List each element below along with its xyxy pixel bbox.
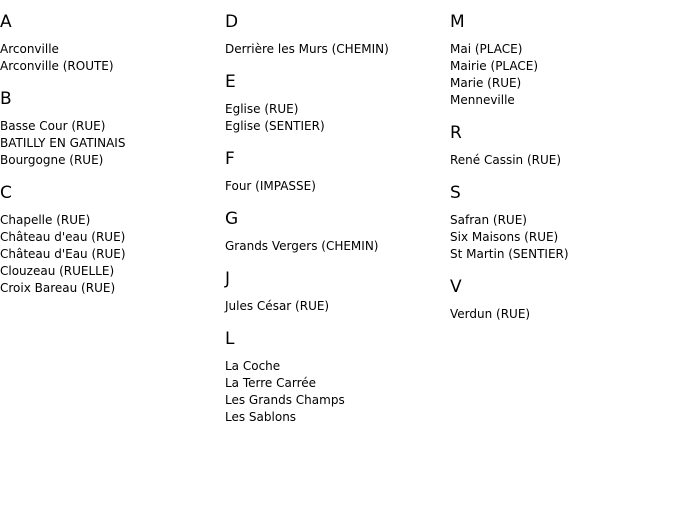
letter-heading: G — [225, 209, 239, 229]
letter-heading: E — [225, 72, 236, 92]
letter-group — [225, 208, 450, 255]
letter-heading: A — [0, 12, 12, 32]
street-link[interactable]: Château d'Eau (RUE) — [0, 247, 126, 261]
letter-group — [225, 11, 450, 58]
letter-group — [450, 182, 675, 263]
letter-heading: S — [450, 183, 461, 203]
street-link[interactable]: Clouzeau (RUELLE) — [0, 264, 115, 278]
street-link[interactable]: Four (IMPASSE) — [225, 179, 316, 193]
street-link[interactable]: René Cassin (RUE) — [450, 153, 562, 167]
index-column-2 — [225, 11, 450, 439]
street-link[interactable]: Jules César (RUE) — [225, 299, 330, 313]
letter-group — [450, 276, 675, 323]
street-link[interactable]: Marie (RUE) — [450, 76, 522, 90]
index-column-3 — [450, 11, 675, 336]
street-link[interactable]: Arconville (ROUTE) — [0, 59, 114, 73]
letter-heading: C — [0, 183, 12, 203]
street-link[interactable]: Arconville — [0, 42, 59, 56]
street-link[interactable]: BATILLY EN GATINAIS — [0, 136, 126, 150]
street-link[interactable]: Grands Vergers (CHEMIN) — [225, 239, 379, 253]
street-link[interactable]: Basse Cour (RUE) — [0, 119, 106, 133]
letter-group — [225, 71, 450, 135]
street-link[interactable]: Mairie (PLACE) — [450, 59, 539, 73]
letter-heading: B — [0, 89, 12, 109]
letter-heading: M — [450, 12, 465, 32]
street-link[interactable]: Les Grands Champs — [225, 393, 345, 407]
street-link[interactable]: Mai (PLACE) — [450, 42, 523, 56]
street-link[interactable]: Château d'eau (RUE) — [0, 230, 126, 244]
letter-group — [225, 148, 450, 195]
street-link[interactable]: Bourgogne (RUE) — [0, 153, 104, 167]
letter-heading: L — [225, 329, 235, 349]
street-link[interactable]: Safran (RUE) — [450, 213, 527, 227]
letter-group — [0, 88, 225, 169]
street-link[interactable]: Six Maisons (RUE) — [450, 230, 559, 244]
street-link[interactable]: Menneville — [450, 93, 515, 107]
street-link[interactable]: La Coche — [225, 359, 281, 373]
letter-heading: R — [450, 123, 462, 143]
letter-heading: V — [450, 277, 462, 297]
letter-heading: D — [225, 12, 239, 32]
street-link[interactable]: Croix Bareau (RUE) — [0, 281, 116, 295]
letter-group — [450, 11, 675, 109]
street-link[interactable]: Les Sablons — [225, 410, 297, 424]
street-link[interactable]: La Terre Carrée — [225, 376, 317, 390]
letter-group — [225, 328, 450, 426]
street-link[interactable]: Eglise (SENTIER) — [225, 119, 325, 133]
street-link[interactable]: Derrière les Murs (CHEMIN) — [225, 42, 389, 56]
street-link[interactable]: St Martin (SENTIER) — [450, 247, 569, 261]
street-link[interactable]: Verdun (RUE) — [450, 307, 531, 321]
letter-heading: F — [225, 149, 235, 169]
index-column-1 — [0, 11, 225, 310]
street-link[interactable]: Chapelle (RUE) — [0, 213, 91, 227]
letter-group — [0, 182, 225, 297]
letter-group — [225, 268, 450, 315]
street-link[interactable]: Eglise (RUE) — [225, 102, 299, 116]
letter-group — [450, 122, 675, 169]
letter-heading: J — [225, 269, 231, 289]
letter-group — [0, 11, 225, 75]
